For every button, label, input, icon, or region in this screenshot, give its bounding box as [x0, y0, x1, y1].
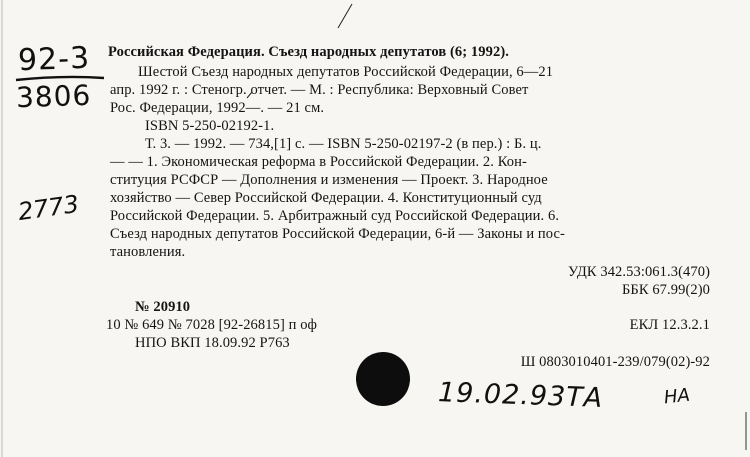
volume-line-6: Съезд народных депутатов Российской Федерации, 6-й — Законы и пос- — [110, 226, 565, 242]
volume-line-7: тановления. — [110, 244, 186, 260]
volume-line-5: Российской Федерации. 5. Арбитражный суд Российской Федерации. 6. — [110, 208, 560, 224]
npo-line: НПО ВКП 18.09.92 Р763 — [135, 335, 290, 351]
title-line-3: Рос. Федерации, 1992—. — 21 см. — [110, 100, 325, 116]
title-line-1: Шестой Съезд народных депутатов Российской Федерации, 6—21 — [138, 64, 554, 80]
handwritten-shelfmark-top: 92-3 — [17, 40, 91, 79]
bbk-code: ББК 67.99(2)0 — [621, 282, 710, 298]
handwritten-left-note: 2773 — [16, 189, 81, 227]
entry-heading: Российская Федерация. Съезд народных депутатов (6; 1992). — [108, 44, 509, 60]
handwritten-date: 19.02.93ТА — [437, 377, 604, 414]
handwritten-initials: НА — [662, 384, 691, 409]
publisher-code: Ш 0803010401-239/079(02)-92 — [520, 354, 710, 370]
ekl-code: ЕКЛ 12.3.2.1 — [629, 317, 710, 333]
isbn-main: ISBN 5-250-02192-1. — [145, 118, 275, 134]
udk-code: УДК 342.53:061.3(470) — [567, 264, 710, 280]
title-line-2: апр. 1992 г. : Стеногр. отчет. — М. : Республика: Верховный Совет — [110, 82, 529, 98]
volume-line-3: ституция РСФСР — Дополнения и изменения — Проект. 3. Народное — [110, 172, 548, 188]
card-number: № 20910 — [135, 299, 191, 315]
handwritten-shelfmark-bottom: 3806 — [15, 78, 92, 115]
volume-line-2: — — 1. Экономическая реформа в Российской Федерации. 2. Кон- — [110, 154, 527, 170]
order-line: 10 № 649 № 7028 [92-26815] п оф — [106, 317, 318, 333]
volume-line-4: хозяйство — Север Российской Федерации. 4. Конституционный суд — [110, 190, 542, 206]
volume-line-1: Т. 3. — 1992. — 734,[1] с. — ISBN 5-250-02197-2 (в пер.) : Б. ц. — [145, 136, 542, 152]
